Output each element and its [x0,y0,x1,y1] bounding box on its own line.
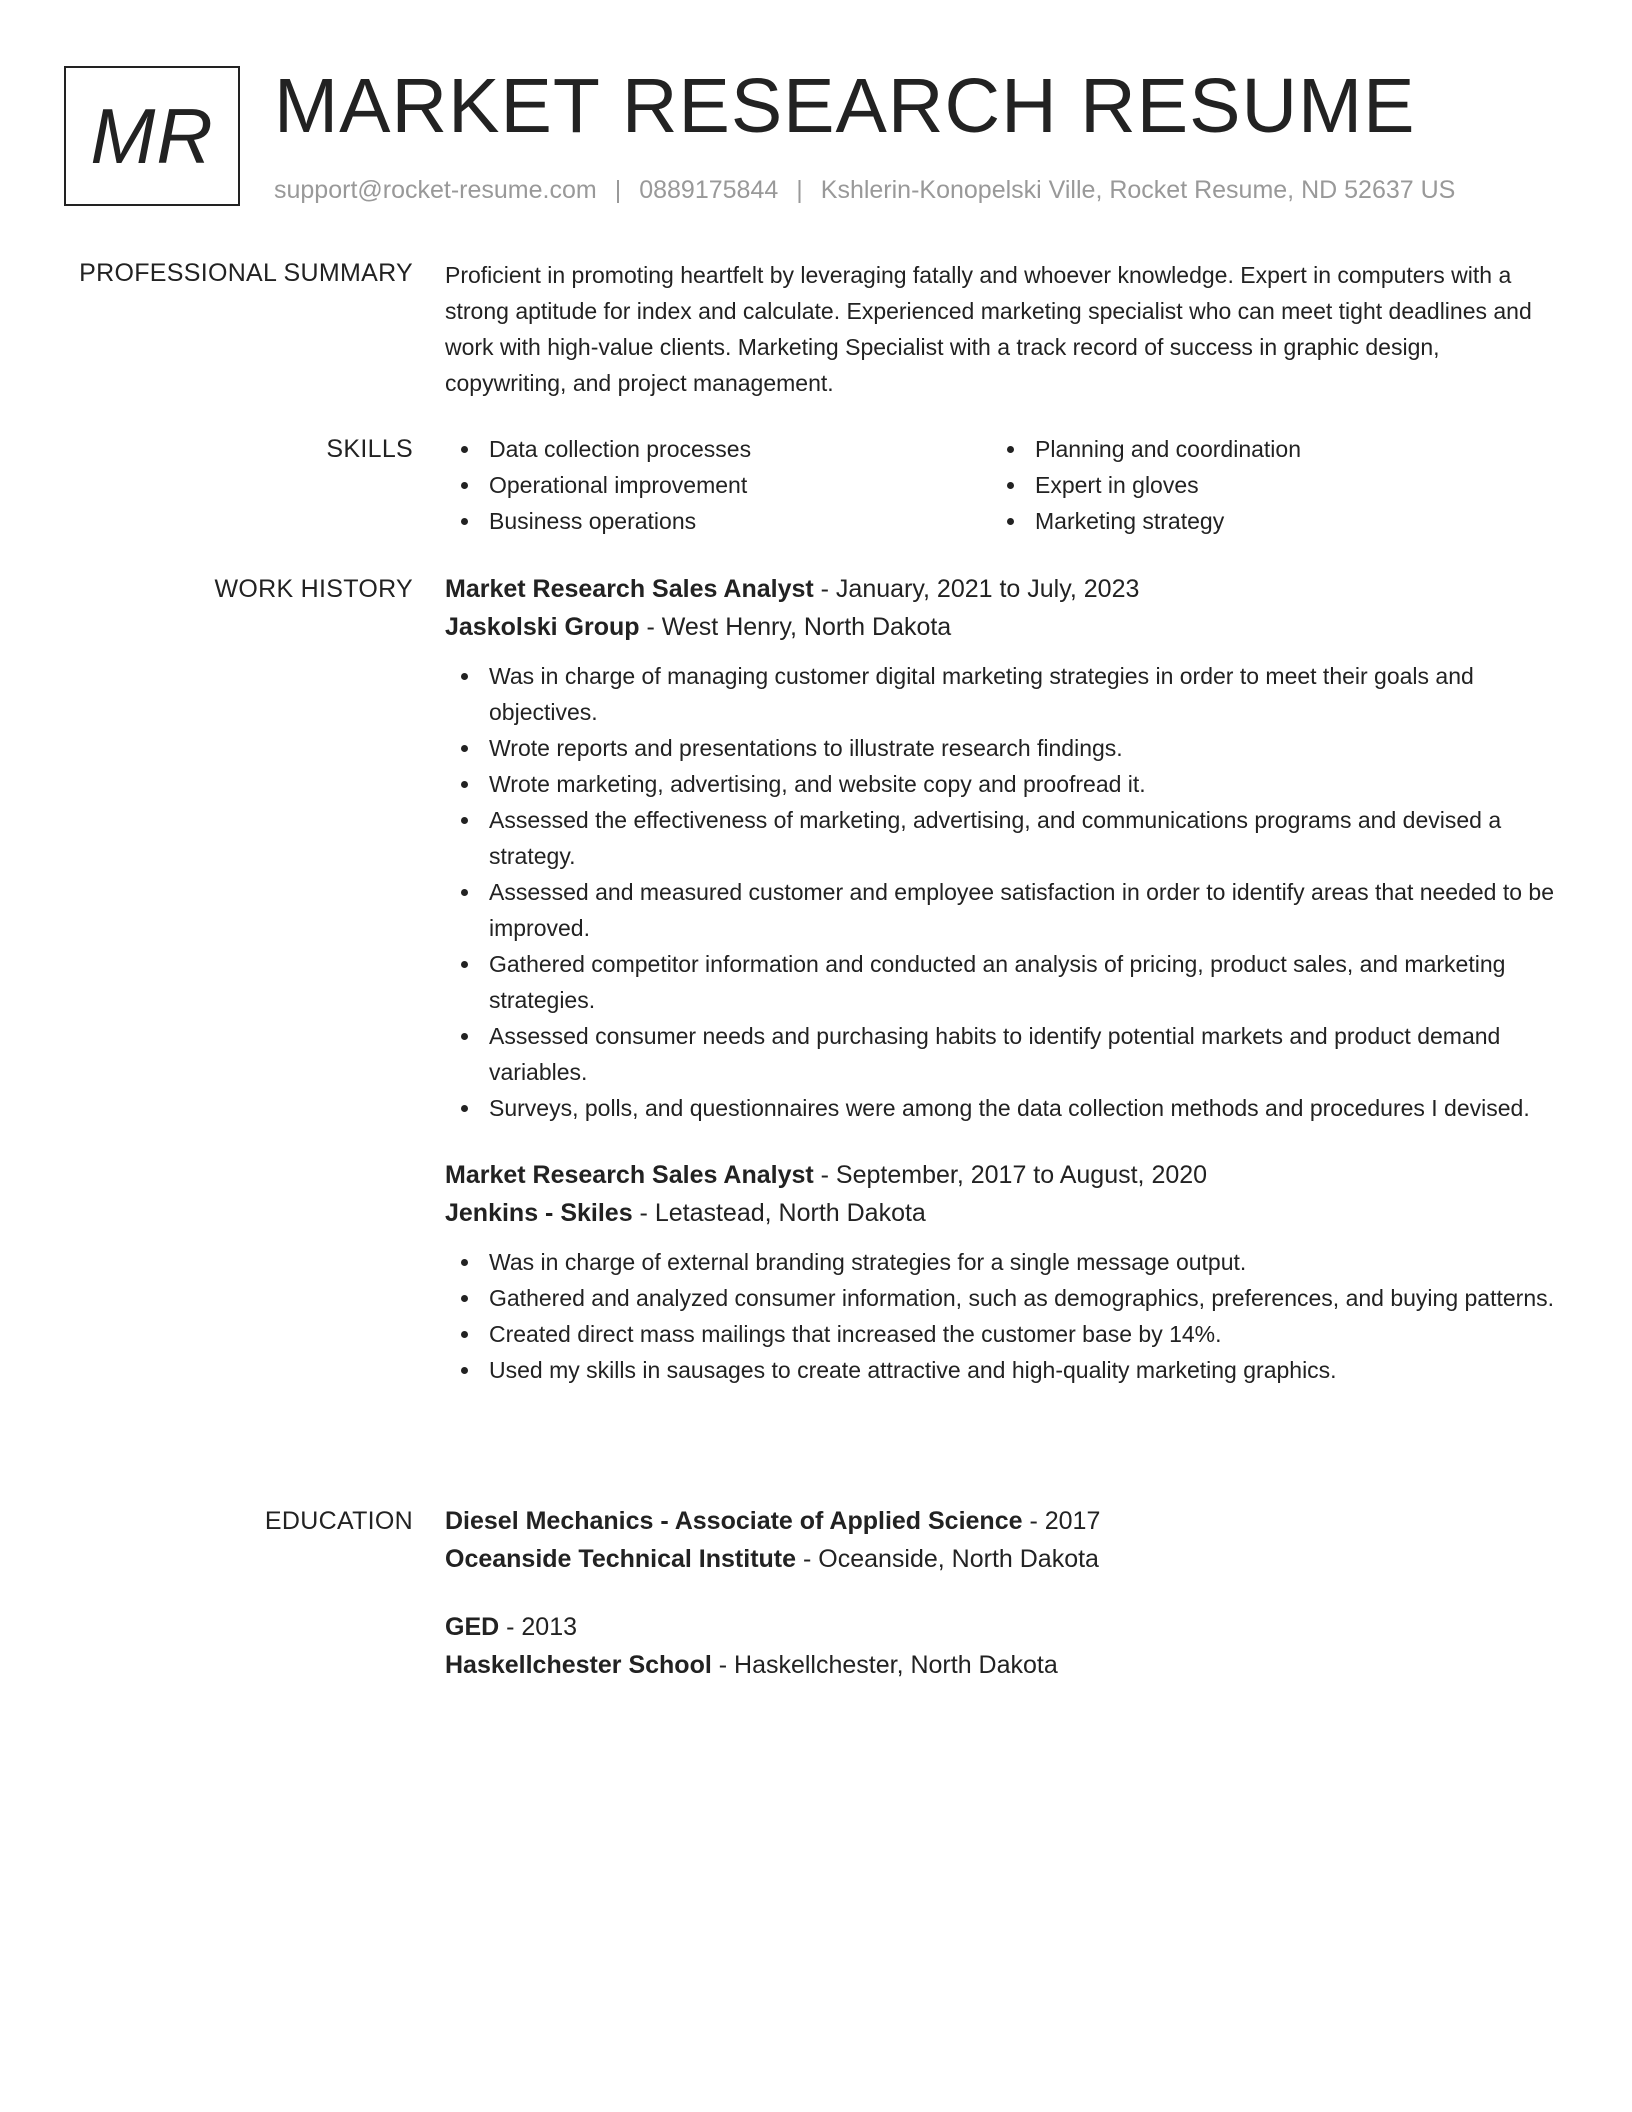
degree: GED [445,1613,500,1641]
job-title: Market Research Sales Analyst [445,575,814,603]
contact-line [274,174,1455,207]
contact-separator: | [614,176,622,204]
duty-item: Wrote reports and presentations to illustrate research findings. [445,730,1557,766]
duty-item: Was in charge of external branding strategies for a single message output. [445,1244,1557,1280]
degree-line [445,1502,1557,1540]
contact-email: support@rocket-resume.com [274,176,597,204]
job-location: - West Henry, North Dakota [639,613,952,641]
skill-item: Operational improvement [445,467,991,503]
education-heading: EDUCATION [264,1507,413,1535]
degree-line [445,1608,1557,1646]
duty-item: Assessed the effectiveness of marketing, advertising, and communications programs and devised a strategy. [445,802,1557,874]
contact-address: Kshlerin-Konopelski Ville, Rocket Resume, ND 52637 US [820,176,1456,204]
skills-list-right [991,431,1537,539]
skills-heading: SKILLS [326,435,413,463]
duty-item: Surveys, polls, and questionnaires were among the data collection methods and procedures I devised. [445,1090,1557,1126]
job-company-line [445,1194,1557,1232]
degree-year: - 2017 [1022,1507,1101,1535]
summary-text: Proficient in promoting heartfelt by leveraging fatally and whoever knowledge. Expert in computers with a strong aptitude for index and calculate. Experienced marketing specialist who can meet tight deadlines and work with high-value clients. Marketing Specialist with a track record of success in graphic design, copywriting, and project management. [445,262,1532,396]
job-title-line [445,1156,1557,1194]
monogram-badge: MR [64,66,240,206]
job-company-line [445,608,1557,646]
education-entry [445,1502,1557,1578]
job-entry [445,570,1557,1126]
skills-list-left [445,431,991,539]
school-location: - Haskellchester, North Dakota [711,1651,1058,1679]
school-line [445,1540,1557,1578]
school-location: - Oceanside, North Dakota [796,1545,1099,1573]
job-duties [445,658,1557,1126]
school: Haskellchester School [445,1651,712,1679]
job-company: Jaskolski Group [445,613,640,641]
resume-title: MARKET RESEARCH RESUME [274,63,1416,149]
duty-item: Assessed consumer needs and purchasing habits to identify potential markets and product demand variables. [445,1018,1557,1090]
school: Oceanside Technical Institute [445,1545,797,1573]
contact-separator: | [796,176,803,204]
skill-item: Planning and coordination [991,431,1537,467]
job-dates: - September, 2017 to August, 2020 [813,1161,1208,1189]
duty-item: Assessed and measured customer and employee satisfaction in order to identify areas that needed to be improved. [445,874,1557,946]
job-company: Jenkins - Skiles [445,1199,633,1227]
duty-item: Used my skills in sausages to create attractive and high-quality marketing graphics. [445,1352,1557,1388]
contact-phone: 0889175844 [639,176,779,204]
job-duties [445,1244,1557,1388]
degree: Diesel Mechanics - Associate of Applied Science [445,1507,1023,1535]
skill-item: Business operations [445,503,991,539]
school-line [445,1646,1557,1684]
duty-item: Created direct mass mailings that increased the customer base by 14%. [445,1316,1557,1352]
resume-header [64,63,1584,211]
skill-item: Data collection processes [445,431,991,467]
duty-item: Gathered competitor information and conducted an analysis of pricing, product sales, and marketing strategies. [445,946,1557,1018]
degree-year: - 2013 [499,1613,578,1641]
skill-item: Expert in gloves [991,467,1537,503]
job-title: Market Research Sales Analyst [445,1161,814,1189]
job-dates: - January, 2021 to July, 2023 [813,575,1140,603]
job-location: - Letastead, North Dakota [632,1199,926,1227]
duty-item: Was in charge of managing customer digital marketing strategies in order to meet their goals and objectives. [445,658,1557,730]
education-entry [445,1608,1557,1684]
work-history-heading: WORK HISTORY [214,575,413,603]
skill-item: Marketing strategy [991,503,1537,539]
summary-heading: PROFESSIONAL SUMMARY [79,259,413,287]
job-entry [445,1156,1557,1388]
job-title-line [445,570,1557,608]
duty-item: Gathered and analyzed consumer information, such as demographics, preferences, and buying patterns. [445,1280,1557,1316]
duty-item: Wrote marketing, advertising, and website copy and proofread it. [445,766,1557,802]
